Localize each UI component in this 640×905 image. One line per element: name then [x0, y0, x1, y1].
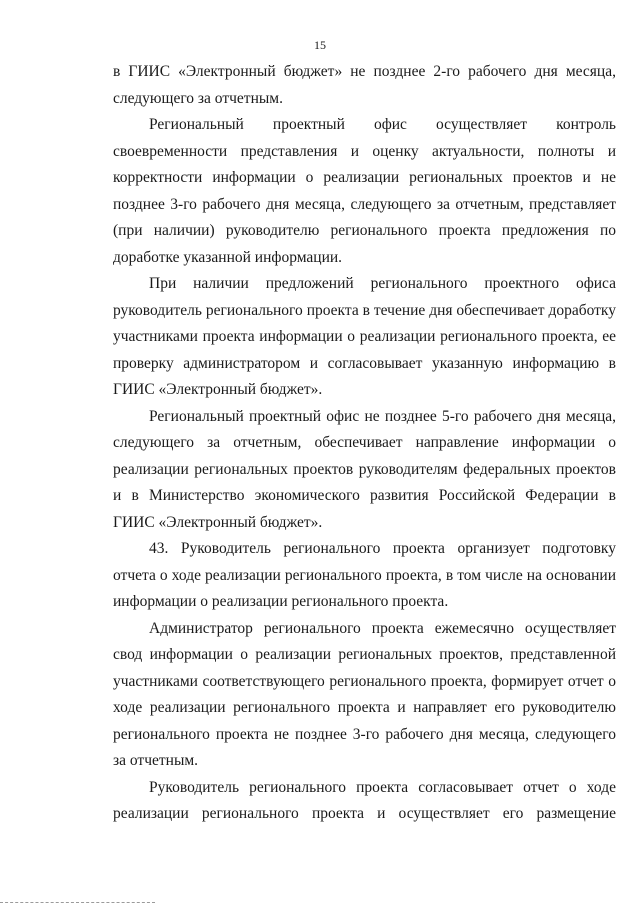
- document-body: [113, 59, 616, 828]
- paragraph-continuation: в ГИИС «Электронный бюджет» не позднее 2-го рабочего дня месяца, следующего за отчетным.: [113, 63, 616, 107]
- paragraph-item-43: 43. Руководитель регионального проекта организует подготовку отчета о ходе реализации регионального проекта, в том числе на основании информации о реализации регионального проекта.: [113, 540, 616, 610]
- paragraph-information-submission: Региональный проектный офис не позднее 5-го рабочего дня месяца, следующего за отчетным, обеспечивает направление информации о реализации региональных проектов руководителям федеральных проектов и в Министерство экономического развития Российской Федерации в ГИИС «Электронный бюджет».: [113, 407, 616, 531]
- paragraph-regional-office-control: Региональный проектный офис осуществляет контроль своевременности представления и оценку актуальности, полноты и корректности информации о реализации региональных проектов и не позднее 3-го рабочего дня месяца, следующего за отчетным, представляет (при наличии) руководителю регионального проекта предложения по доработке указанной информации.: [113, 116, 616, 266]
- paragraph-report-approval: Руководитель регионального проекта согласовывает отчет о ходе реализации регионального проекта и осуществляет его размещение: [113, 778, 616, 822]
- footer-divider: [0, 902, 155, 903]
- paragraph-proposals-revision: При наличии предложений регионального проектного офиса руководитель регионального проекта в течение дня обеспечивает доработку участниками проекта информации о реализации регионального проекта, ее проверку администратором и согласовывает указанную информацию в ГИИС «Электронный бюджет».: [113, 275, 616, 398]
- page-number: 15: [314, 38, 326, 52]
- paragraph-administrator-report: Администратор регионального проекта ежемесячно осуществляет свод информации о реализации региональных проектов, представленной участниками соответствующего регионального проекта, формирует отчет о ходе реализации регионального проекта и направляет его руководителю регионального проекта не позднее 3-го рабочего дня месяца, следующего за отчетным.: [113, 619, 616, 769]
